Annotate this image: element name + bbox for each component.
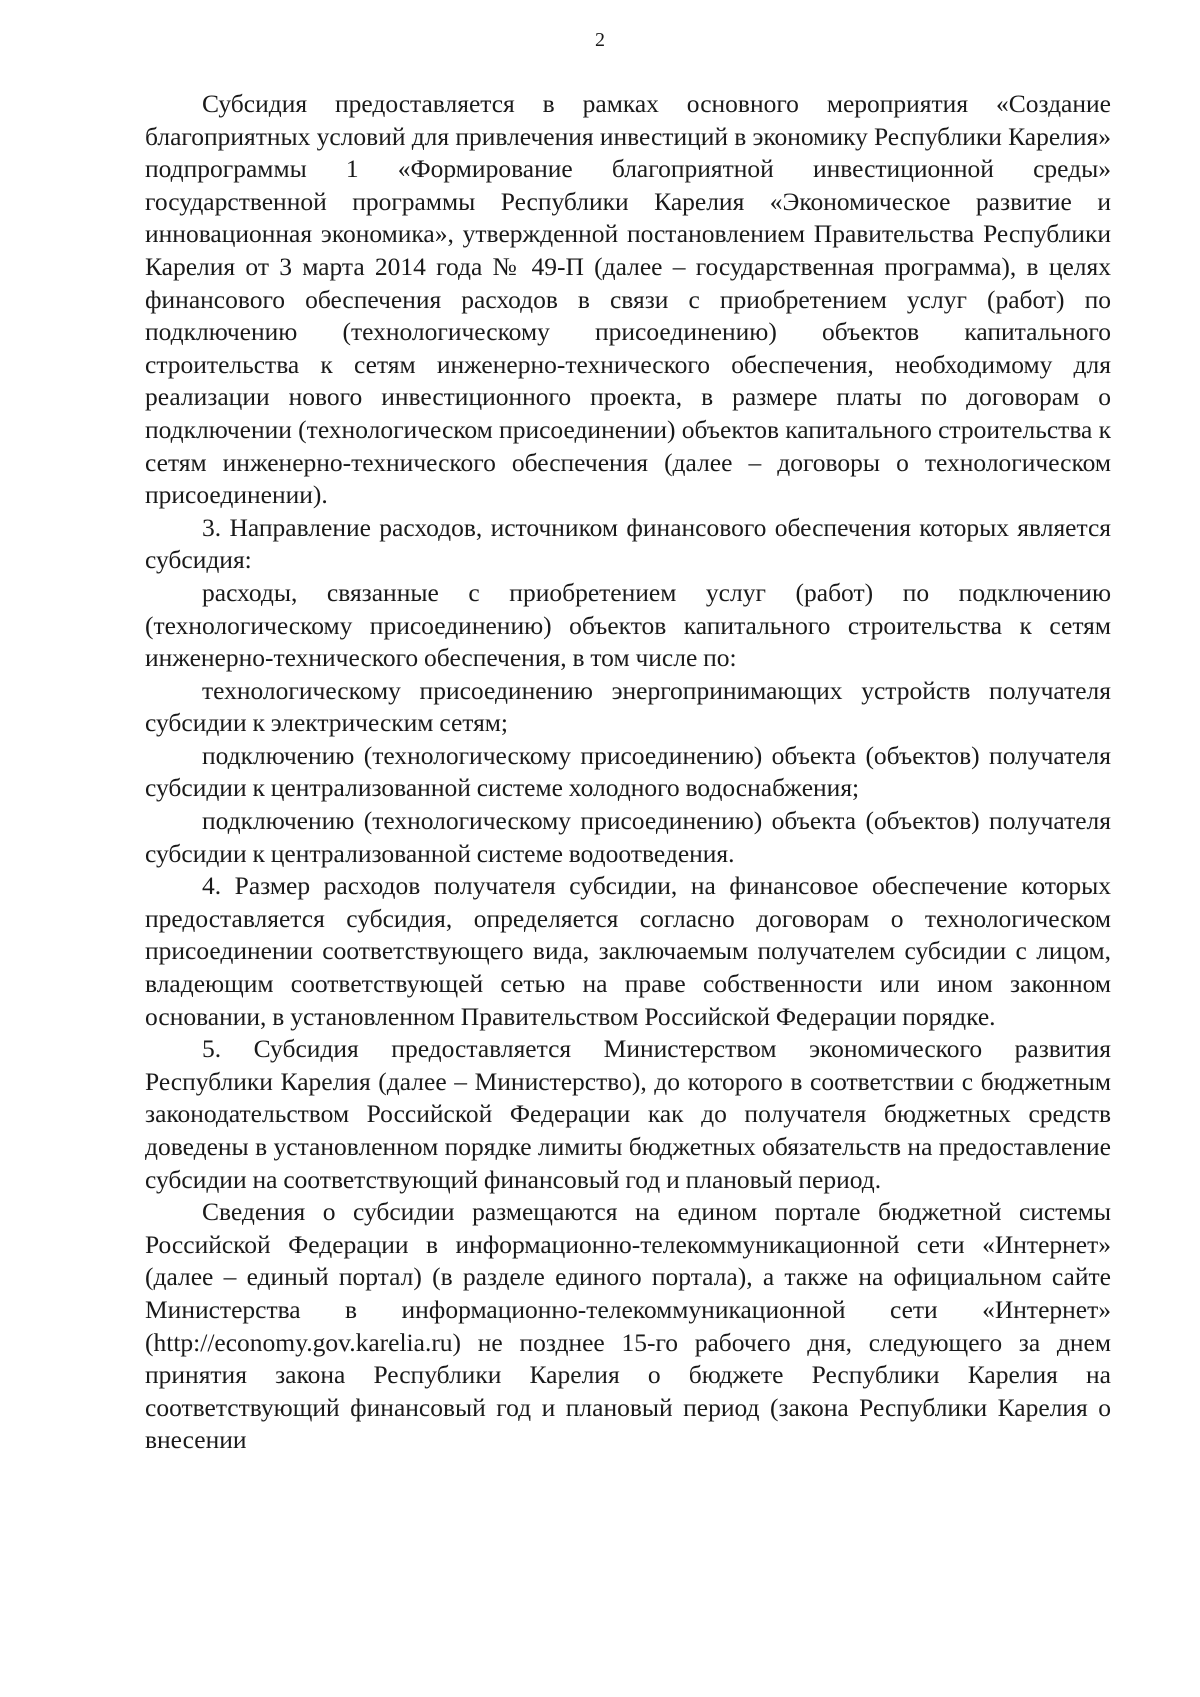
paragraph-expenses: расходы, связанные с приобретением услуг (работ) по подключению (технологическому присоединению) объектов капитального строительства к сетям инженерно-технического обеспечения, в том числе по: <box>145 577 1111 673</box>
paragraph-electric-networks: технологическому присоединению энергопринимающих устройств получателя субсидии к электрическим сетям; <box>145 675 1111 738</box>
paragraph-water-disposal: подключению (технологическому присоединению) объекта (объектов) получателя субсидии к централизованной системе водоотведения. <box>145 806 1111 868</box>
paragraph-subsidy-purpose: Субсидия предоставляется в рамках основного мероприятия «Создание благоприятных условий для привлечения инвестиций в экономику Республики Карелия» подпрограммы 1 «Формирование благоприятной инвестиционной среды» государственной программы Республики Карелия «Экономическое развитие и инновационная экономика», утвержденной постановлением Правительства Республики Карелия от 3 марта 2014 года № 49-П (далее – государственная программа), в целях финансового обеспечения расходов в связи с приобретением услуг (работ) по подключению (технологическому присоединению) объектов капитального строительства к сетям инженерно-технического обеспечения, необходимому для реализации нового инвестиционного проекта, в размере платы по договорам о подключении (технологическом присоединении) объектов капитального строительства к сетям инженерно-технического обеспечения (далее – договоры о технологическом присоединении). <box>145 89 1111 510</box>
paragraph-item-3: 3. Направление расходов, источником финансового обеспечения которых является субсидия: <box>145 512 1111 575</box>
paragraph-cold-water-supply: подключению (технологическому присоединению) объекта (объектов) получателя субсидии к централизованной системе холодного водоснабжения; <box>145 740 1111 803</box>
paragraph-item-5: 5. Субсидия предоставляется Министерством экономического развития Республики Карелия (далее – Министерство), до которого в соответствии с бюджетным законодательством Российской Федерации как до получателя бюджетных средств доведены в установленном порядке лимиты бюджетных обязательств на предоставление субсидии на соответствующий финансовый год и плановый период. <box>145 1034 1111 1194</box>
page-number: 2 <box>595 29 605 51</box>
paragraph-portal-info: Сведения о субсидии размещаются на едином портале бюджетной системы Российской Федерации в информационно-телекоммуникационной сети «Интернет» (далее – единый портал) (в разделе единого портала), а также на официальном сайте Министерства в информационно-телекоммуникационной сети «Интернет» (http://economy.gov.karelia.ru) не позднее 15-го рабочего дня, следующего за днем принятия закона Республики Карелия о бюджете Республики Карелия на соответствующий финансовый год и плановый период (закона Республики Карелия о внесении <box>145 1197 1111 1455</box>
paragraph-item-4: 4. Размер расходов получателя субсидии, на финансовое обеспечение которых предоставляется субсидия, определяется согласно договорам о технологическом присоединении соответствующего вида, заключаемым получателем субсидии с лицом, владеющим соответствующей сетью на праве собственности или ином законном основании, в установленном Правительством Российской Федерации порядке. <box>145 871 1111 1031</box>
document-body <box>145 88 1111 1457</box>
